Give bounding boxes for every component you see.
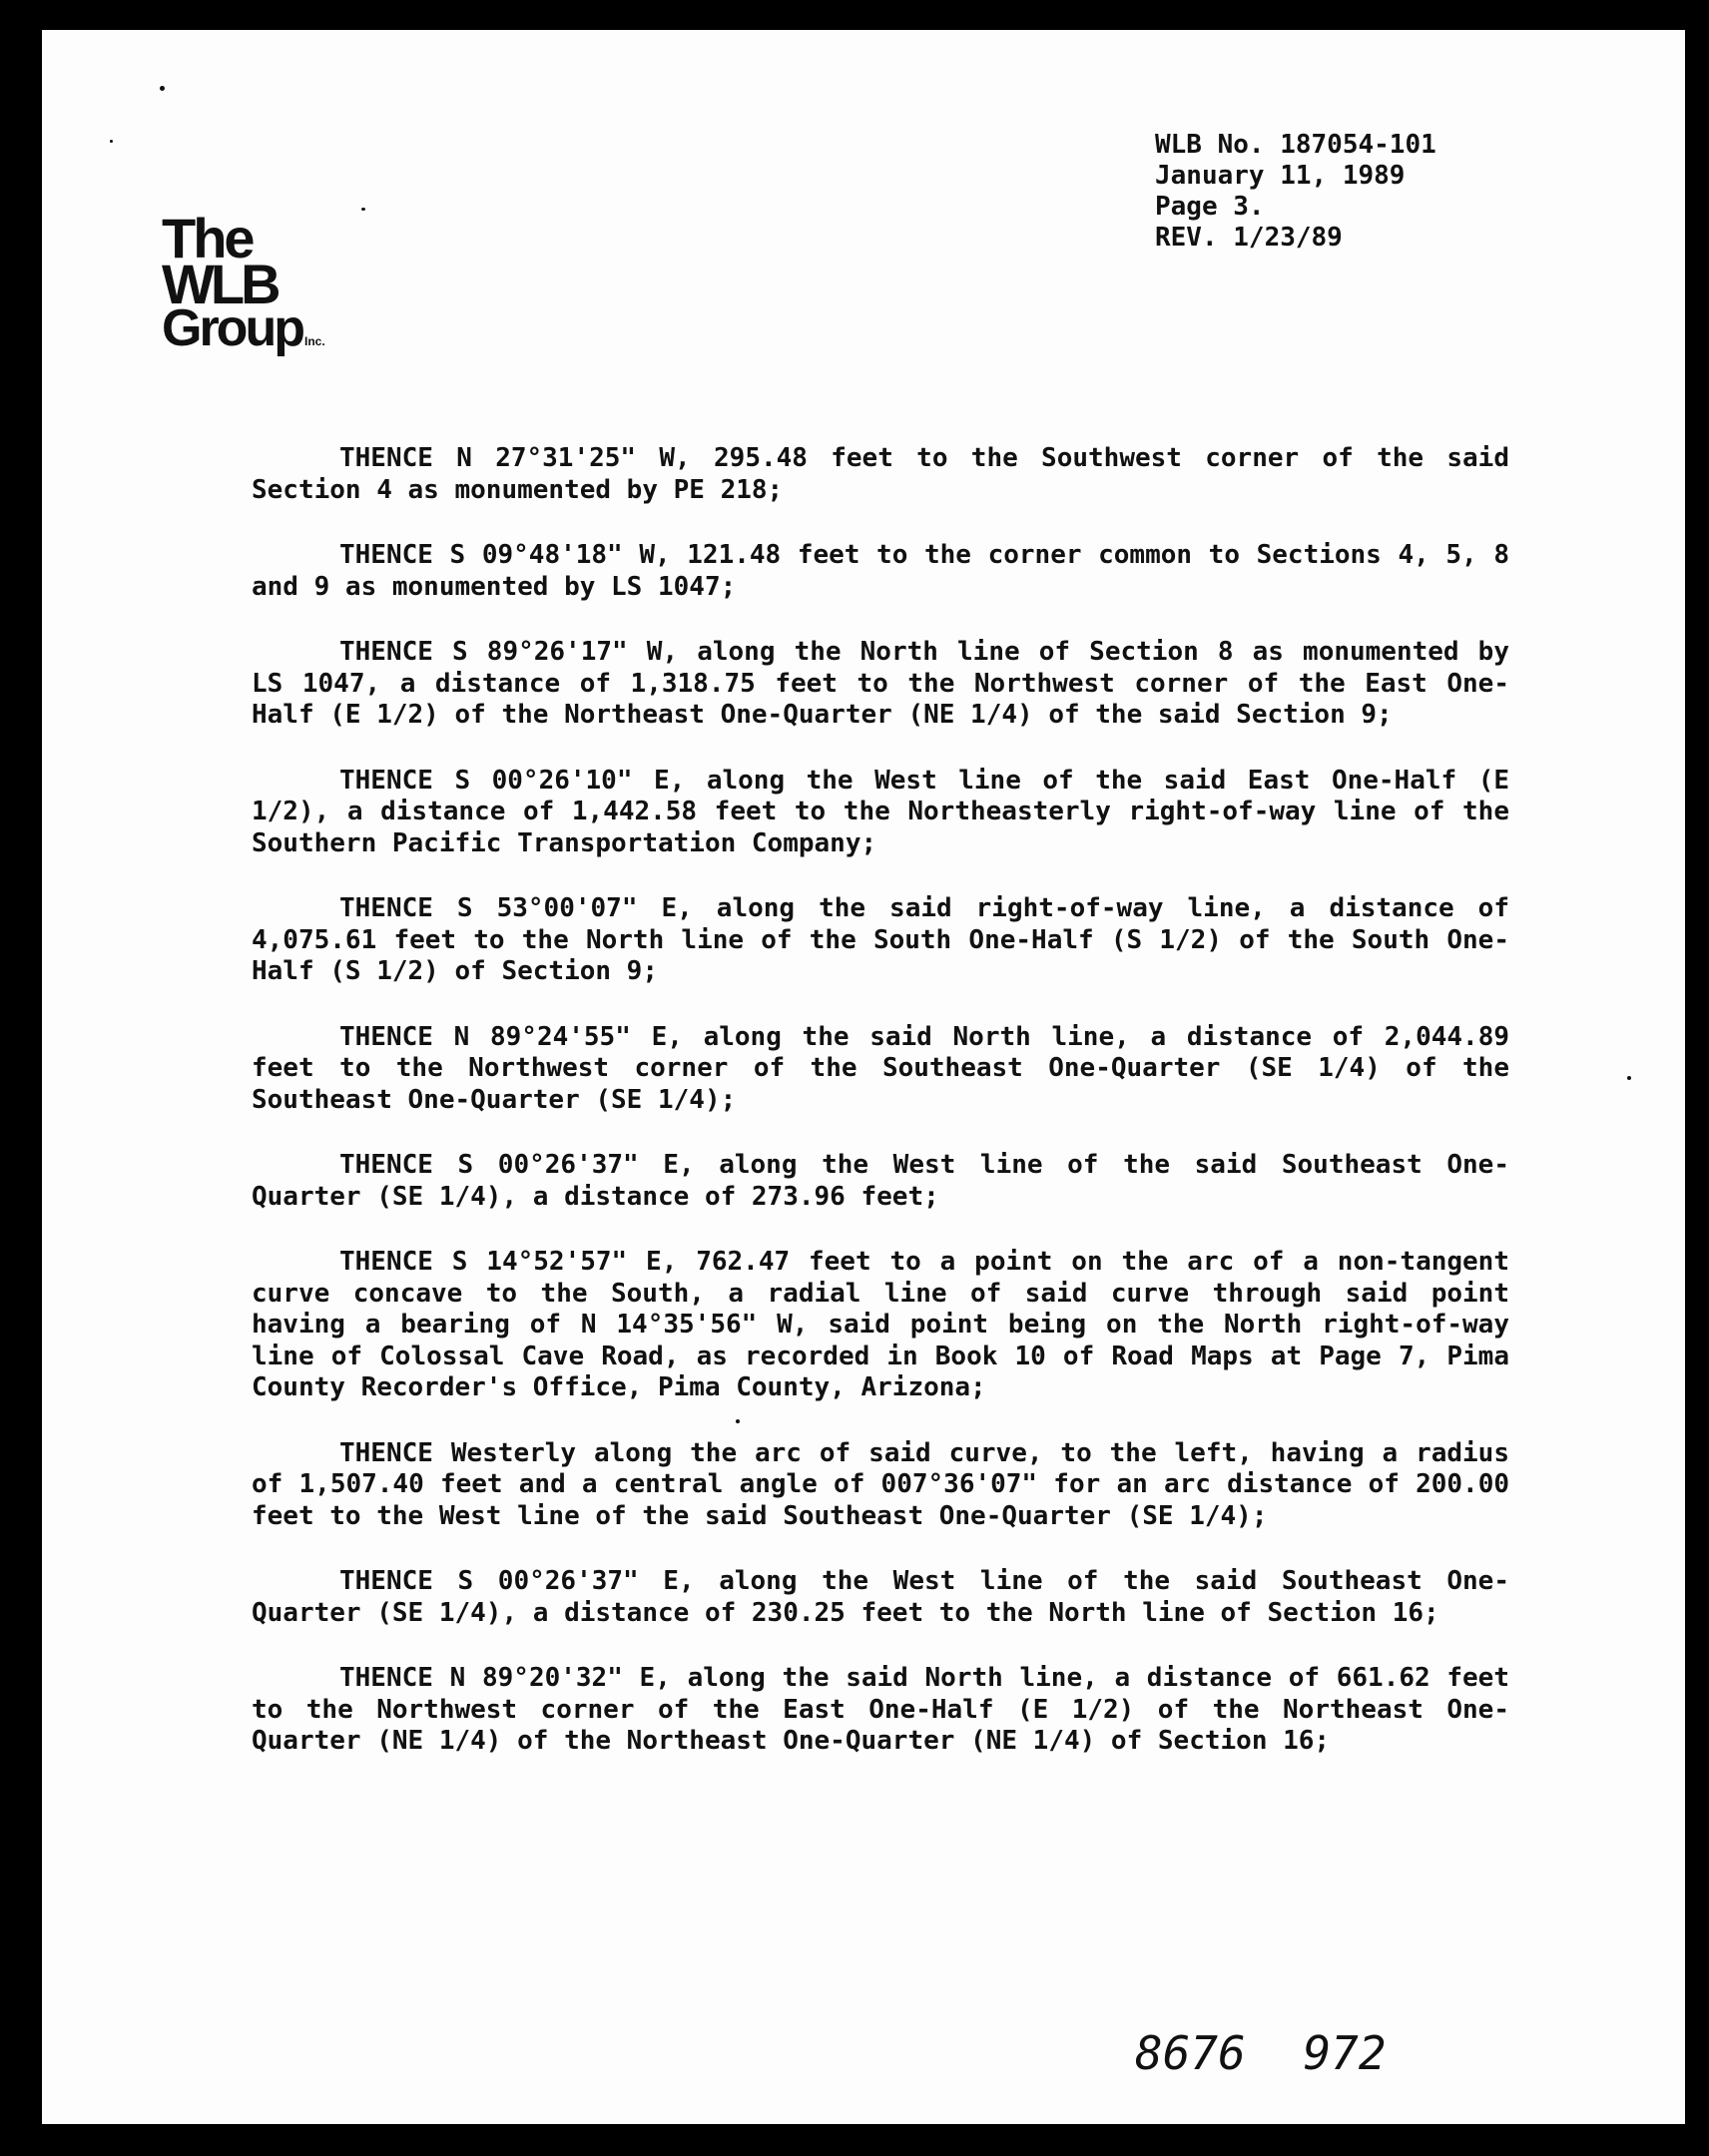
reference-number: WLB No. 187054-101 <box>1155 130 1436 160</box>
logo-line-group: Group Inc. <box>162 298 325 357</box>
scan-speck <box>160 86 165 91</box>
revision-date: REV. 1/23/89 <box>1155 223 1343 253</box>
logo-line-the: The <box>162 207 253 270</box>
paragraph: THENCE S 00°26'10" E, along the West line of the said East One-Half (E 1/2), a distance of 1,442.58 feet to the Northeasterly right-of-way line of the Southern Pacific Transportation Company; <box>252 765 1509 858</box>
scan-speck <box>1627 1076 1631 1080</box>
paragraph: THENCE S 09°48'18" W, 121.48 feet to the corner common to Sections 4, 5, 8 and 9 as monumented by LS 1047; <box>252 540 1509 602</box>
paragraph: THENCE S 00°26'37" E, along the West line of the said Southeast One-Quarter (SE 1/4), a distance of 273.96 feet; <box>252 1150 1509 1212</box>
paragraph: THENCE S 89°26'17" W, along the North line of Section 8 as monumented by LS 1047, a distance of 1,318.75 feet to the Northwest corner of the East One-Half (E 1/2) of the Northeast One-Quarter (NE 1/4) of the said Section 9; <box>252 637 1509 730</box>
recording-number <box>1135 2026 1387 2080</box>
recording-book: 8676 <box>1135 2026 1246 2080</box>
paragraph: THENCE S 14°52'57" E, 762.47 feet to a point on the arc of a non-tangent curve concave to the South, a radial line of said curve through said point having a bearing of N 14°35'56" W, said point being on the North right-of-way line of Colossal Cave Road, as recorded in Book 10 of Road Maps at Page 7, Pima County Recorder's Office, Pima County, Arizona; <box>252 1247 1509 1402</box>
paragraph: THENCE S 53°00'07" E, along the said right-of-way line, a distance of 4,075.61 feet to the North line of the South One-Half (S 1/2) of the South One-Half (S 1/2) of Section 9; <box>252 893 1509 986</box>
logo-inc: Inc. <box>303 333 325 348</box>
scan-speck <box>736 1419 740 1423</box>
document-date: January 11, 1989 <box>1155 161 1406 191</box>
company-logo <box>162 207 325 357</box>
document-header <box>1155 130 1436 254</box>
scan-speck <box>361 208 365 211</box>
recording-page: 972 <box>1303 2026 1387 2080</box>
scan-speck <box>110 140 113 143</box>
paragraph: THENCE S 00°26'37" E, along the West line of the said Southeast One-Quarter (SE 1/4), a distance of 230.25 feet to the North line of Section 16; <box>252 1566 1509 1628</box>
logo-line-wlb: WLB <box>162 252 278 315</box>
document-page <box>42 30 1685 2124</box>
paragraph: THENCE N 89°20'32" E, along the said North line, a distance of 661.62 feet to the Northwest corner of the East One-Half (E 1/2) of the Northeast One-Quarter (NE 1/4) of the Northeast One-Quarter (NE 1/4) of Section 16; <box>252 1663 1509 1756</box>
paragraph: THENCE N 27°31'25" W, 295.48 feet to the Southwest corner of the said Section 4 as monumented by PE 218; <box>252 443 1509 505</box>
legal-description <box>252 443 1509 1792</box>
page-number: Page 3. <box>1155 192 1265 222</box>
paragraph: THENCE N 89°24'55" E, along the said North line, a distance of 2,044.89 feet to the Northwest corner of the Southeast One-Quarter (SE 1/4) of the Southeast One-Quarter (SE 1/4); <box>252 1021 1509 1115</box>
paragraph: THENCE Westerly along the arc of said curve, to the left, having a radius of 1,507.40 feet and a central angle of 007°36'07" for an arc distance of 200.00 feet to the West line of the said Southeast One-Quarter (SE 1/4); <box>252 1437 1509 1531</box>
